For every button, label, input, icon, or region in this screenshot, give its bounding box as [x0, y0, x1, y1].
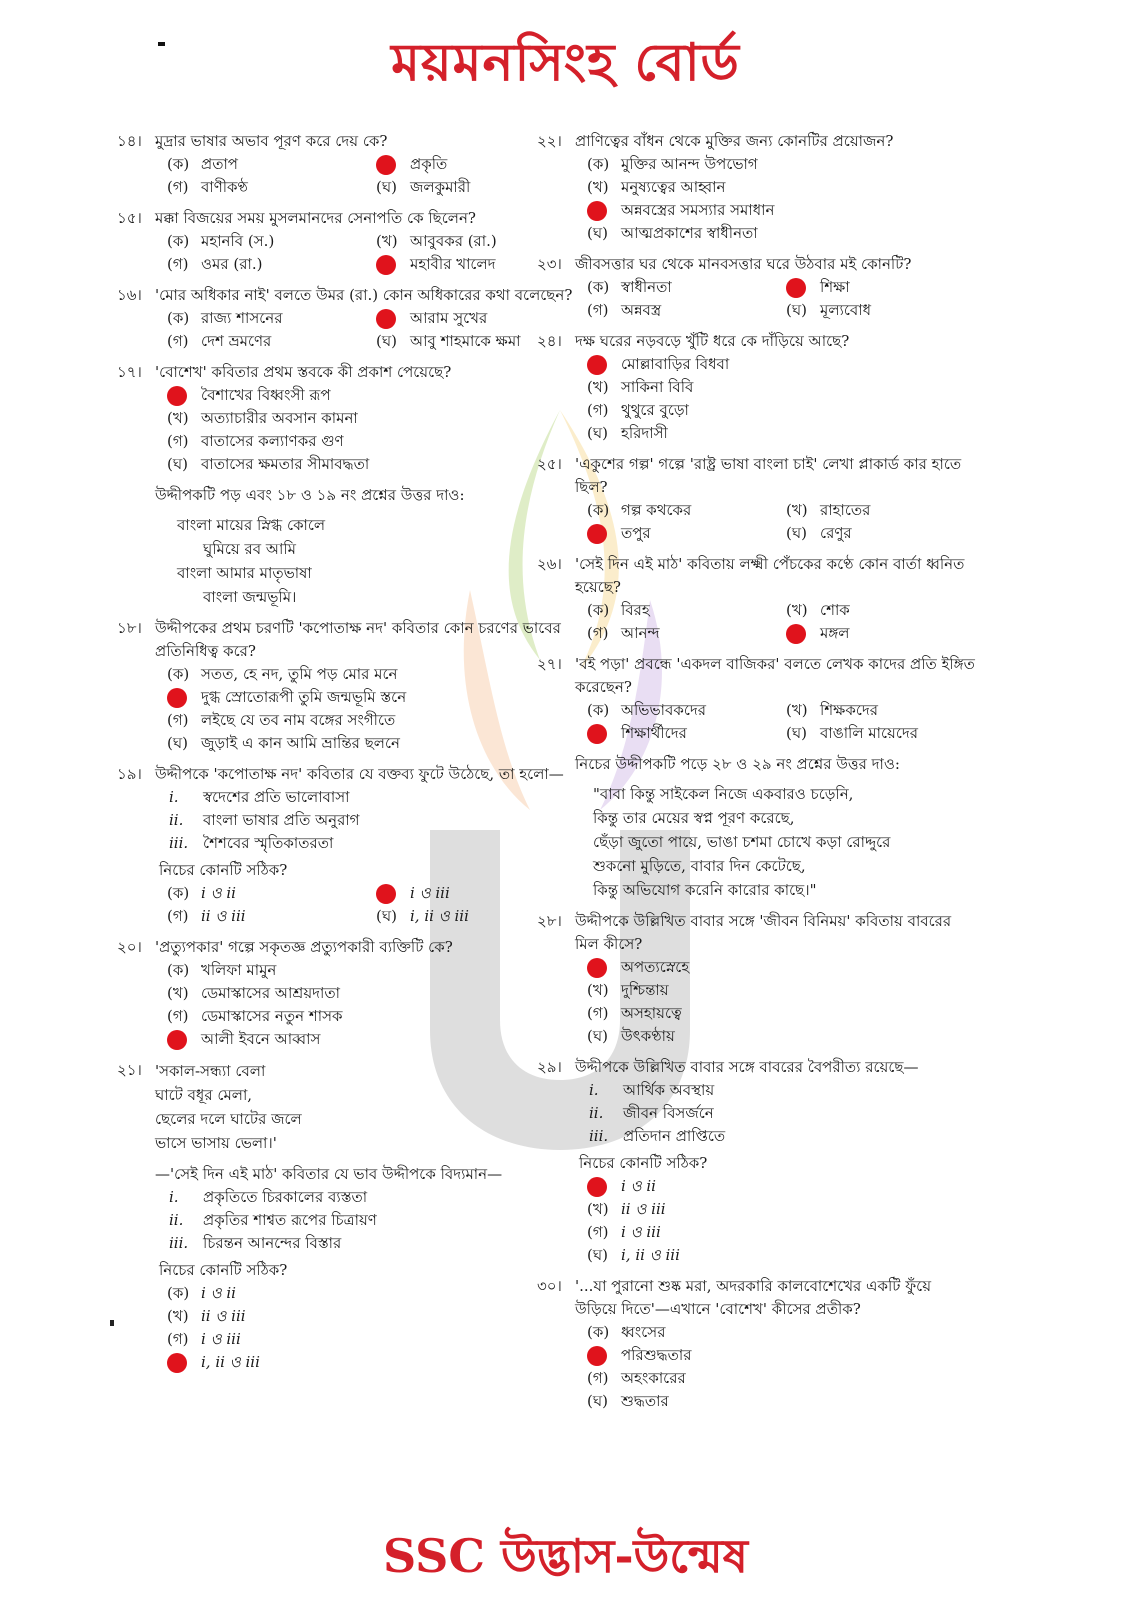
question-stem: —'সেই দিন এই মাঠ' কবিতার যে ভাব উদ্দীপকে বিদ্যমান—	[155, 1165, 503, 1183]
question-stem: প্রাণিত্বের বাঁধন থেকে মুক্তির জন্য কোনটির প্রয়োজন?	[575, 132, 894, 150]
question-30	[537, 1275, 975, 1413]
answer-marker-icon	[167, 688, 187, 708]
option: (খ) ডেমাস্কাসের আশ্রয়দাতা	[167, 984, 340, 1002]
option: (ক) বিরহ	[587, 601, 650, 619]
question-28	[537, 910, 975, 1048]
question-stem: 'বোশেখ' কবিতার প্রথম স্তবকে কী প্রকাশ পেয়েছে?	[155, 363, 452, 381]
question-stem: 'মোর অধিকার নাই' বলতে উমর (রা.) কোন অধিকারের কথা বলেছেন?	[155, 286, 573, 304]
stimulus-poem	[155, 513, 575, 609]
option: (ক) রাজ্য শাসনের	[167, 309, 283, 327]
answer-marker-icon	[376, 884, 396, 904]
options	[155, 384, 575, 476]
option: (গ) অসহায়ত্বে	[587, 1004, 682, 1022]
footer-brand: SSC উদ্ভাস-উন্মেষ	[382, 1529, 749, 1583]
option: (খ) শিক্ষকদের	[786, 701, 878, 719]
stimulus-line: "বাবা কিন্তু সাইকেল নিজে একবারও চড়েনি,	[593, 785, 854, 803]
option: (ক) গল্প কথকের	[587, 501, 692, 519]
option: (গ) ii ও iii	[167, 907, 246, 925]
option: (ক) অভিভাবকদের	[587, 701, 706, 719]
stimulus-line: ছেঁড়া জুতো পায়ে, ভাঙা চশমা চোখে কড়া রোদ্দুরে	[593, 833, 891, 851]
options	[155, 153, 575, 199]
answer-marker-icon	[587, 1177, 607, 1197]
left-column	[117, 130, 575, 1382]
option: (গ) বাতাসের কল্যাণকর গুণ	[167, 432, 344, 450]
question-stem: 'বই পড়া' প্রবন্ধে 'একদল বাজিকর' বলতে লেখক কাদের প্রতি ইঙ্গিত করেছেন?	[575, 655, 975, 696]
options	[575, 699, 975, 745]
options	[155, 959, 575, 1051]
statement: iii. চিরন্তন আনন্দের বিস্তার	[169, 1234, 342, 1252]
statement: iii. শৈশবের স্মৃতিকাতরতা	[169, 834, 334, 852]
options	[575, 1175, 975, 1267]
question-24	[537, 330, 975, 445]
question-29	[537, 1056, 975, 1267]
question-number: ২৬।	[537, 555, 562, 573]
option: (গ) ওমর (রা.)	[167, 255, 263, 273]
stimulus-line: শুকনো মুড়িতে, বাবার দিন কেটেছে,	[593, 857, 806, 875]
option: (ক) সতত, হে নদ, তুমি পড় মোর মনে	[167, 665, 398, 683]
question-14	[117, 130, 575, 199]
option-correct: দুগ্ধ স্রোতোরূপী তুমি জন্মভূমি স্তনে	[167, 686, 575, 709]
answer-marker-icon	[587, 355, 607, 375]
option: (ক) খলিফা মামুন	[167, 961, 277, 979]
option-correct: মোল্লাবাড়ির বিধবা	[587, 353, 975, 376]
quote-line: ঘাটে বধূর মেলা,	[155, 1086, 253, 1104]
question-number: ১৮।	[117, 619, 142, 637]
option: (ঘ) বাতাসের ক্ষমতার সীমাবদ্ধতা	[167, 455, 370, 473]
statement: ii. বাংলা ভাষার প্রতি অনুরাগ	[169, 811, 360, 829]
options	[575, 276, 975, 322]
question-15	[117, 207, 575, 276]
question-26	[537, 553, 975, 645]
question-number: ১৭।	[117, 363, 142, 381]
question-stem: উদ্দীপকে 'কপোতাক্ষ নদ' কবিতার যে বক্তব্য ফুটে উঠেছে, তা হলো—	[155, 765, 564, 783]
question-stem: '...যা পুরানো শুষ্ক মরা, অদরকারি কালবোশেখের একটি ফুঁয়ে উড়িয়ে দিতে'—এখানে 'বোশেখ' কীসের প্রতীক?	[575, 1277, 932, 1318]
question-19	[117, 763, 575, 928]
scan-mark	[110, 1320, 114, 1326]
question-stem: মুদ্রার ভাষার অভাব পূরণ করে দেয় কে?	[155, 132, 388, 150]
sub-question: নিচের কোনটি সঠিক?	[159, 1261, 288, 1279]
question-17	[117, 361, 575, 476]
question-number: ২৮।	[537, 912, 562, 930]
options	[575, 956, 975, 1048]
option: (গ) ডেমাস্কাসের নতুন শাসক	[167, 1007, 343, 1025]
question-number: ১৯।	[117, 765, 142, 783]
option: (গ) দেশ ভ্রমণের	[167, 332, 272, 350]
option-correct: শিক্ষা	[786, 276, 975, 299]
stimulus-instruction: উদ্দীপকটি পড় এবং ১৮ ও ১৯ নং প্রশ্নের উত্তর দাও:	[155, 486, 465, 504]
answer-marker-icon	[167, 1030, 187, 1050]
option: (গ) অহংকারের	[587, 1369, 686, 1387]
options	[155, 882, 575, 928]
options	[575, 599, 975, 645]
question-stem: 'প্রত্যুপকার' গল্পে সকৃতজ্ঞ প্রত্যুপকারী ব্যক্তিটি কে?	[155, 938, 453, 956]
answer-marker-icon	[376, 155, 396, 175]
sub-question: নিচের কোনটি সঠিক?	[579, 1154, 708, 1172]
option-correct: i, ii ও iii	[167, 1351, 575, 1374]
question-number: ২১।	[117, 1061, 142, 1079]
statement-list	[575, 1079, 975, 1148]
option-correct: আলী ইবনে আব্বাস	[167, 1028, 575, 1051]
question-16	[117, 284, 575, 353]
option: (ঘ) জলকুমারী	[376, 178, 471, 196]
option: (গ) থুথুরে বুড়ো	[587, 401, 689, 419]
board-title: ময়মনসিংহ বোর্ড	[391, 33, 740, 93]
option: (খ) দুশ্চিন্তায়	[587, 981, 669, 999]
option-correct: মহাবীর খালেদ	[376, 253, 575, 276]
question-stem: জীবসত্তার ঘর থেকে মানবসত্তার ঘরে উঠবার মই কোনটি?	[575, 255, 912, 273]
stimulus-line: ঘুমিয়ে রব আমি	[203, 540, 297, 558]
options	[155, 307, 575, 353]
stimulus-poem	[575, 782, 975, 902]
option-correct: i ও iii	[376, 882, 575, 905]
question-number: ৩০।	[537, 1277, 562, 1295]
option: (গ) অন্নবস্ত্র	[587, 301, 662, 319]
option: (ঘ) জুড়াই এ কান আমি ভ্রান্তির ছলনে	[167, 734, 400, 752]
question-stem: 'সেই দিন এই মাঠ' কবিতায় লক্ষ্মী পেঁচকের কণ্ঠে কোন বার্তা ধ্বনিত হয়েছে?	[575, 555, 965, 596]
question-number: ১৫।	[117, 209, 142, 227]
options	[155, 1282, 575, 1374]
option-correct: মঙ্গল	[786, 622, 975, 645]
option: (ঘ) আবু শাহমাকে ক্ষমা	[376, 332, 521, 350]
quote-line: ছেলের দলে ঘাটের জলে	[155, 1110, 302, 1128]
options	[575, 1321, 975, 1413]
answer-marker-icon	[167, 1353, 187, 1373]
stimulus-line: বাংলা আমার মাতৃভাষা	[177, 564, 312, 582]
question-number: ২৭।	[537, 655, 562, 673]
question-20	[117, 936, 575, 1051]
statement-list	[155, 786, 575, 855]
question-stem: উদ্দীপকের প্রথম চরণটি 'কপোতাক্ষ নদ' কবিতার কোন চরণের ভাবের প্রতিনিধিত্ব করে?	[155, 619, 561, 660]
option-correct: তপুর	[587, 522, 776, 545]
option: (ক) প্রতাপ	[167, 155, 238, 173]
statement-list	[155, 1186, 575, 1255]
option-correct: পরিশুদ্ধতার	[587, 1344, 975, 1367]
options	[155, 663, 575, 755]
right-column	[537, 130, 975, 1421]
option-correct: আরাম সুখের	[376, 307, 575, 330]
statement: ii. প্রকৃতির শাশ্বত রূপের চিত্রায়ণ	[169, 1211, 377, 1229]
options	[575, 153, 975, 245]
stimulus-line: কিন্তু তার মেয়ের স্বপ্ন পূরণ করেছে,	[593, 809, 795, 827]
option-correct: অপত্যস্নেহে	[587, 956, 975, 979]
option: (ক) ধ্বংসের	[587, 1323, 666, 1341]
statement: ii. জীবন বিসর্জনে	[589, 1104, 714, 1122]
answer-marker-icon	[587, 724, 607, 744]
option: (খ) মনুষ্যত্বের আহ্বান	[587, 178, 726, 196]
option: (ক) স্বাধীনতা	[587, 278, 672, 296]
statement: i. স্বদেশের প্রতি ভালোবাসা	[169, 788, 350, 806]
option-correct: i ও ii	[587, 1175, 975, 1198]
option: (খ) রাহাতের	[786, 501, 871, 519]
option: (ঘ) বাঙালি মায়েদের	[786, 724, 918, 742]
option: (ক) মহানবি (স.)	[167, 232, 275, 250]
statement: i. প্রকৃতিতে চিরকালের ব্যস্ততা	[169, 1188, 368, 1206]
question-number: ২০।	[117, 938, 142, 956]
answer-marker-icon	[786, 278, 806, 298]
option-correct: শিক্ষার্থীদের	[587, 722, 776, 745]
answer-marker-icon	[587, 524, 607, 544]
stimulus-line: কিন্তু অভিযোগ করেনি কারোর কাছে।"	[593, 881, 817, 899]
statement: i. আর্থিক অবস্থায়	[589, 1081, 715, 1099]
question-18	[117, 617, 575, 755]
option: (গ) লইছে যে তব নাম বঙ্গের সংগীতে	[167, 711, 396, 729]
option: (ঘ) শুদ্ধতার	[587, 1392, 669, 1410]
statement: iii. প্রতিদান প্রাপ্তিতে	[589, 1127, 726, 1145]
option: (ঘ) আত্মপ্রকাশের স্বাধীনতা	[587, 224, 758, 242]
question-23	[537, 253, 975, 322]
option-correct: প্রকৃতি	[376, 153, 575, 176]
option: (খ) শোক	[786, 601, 850, 619]
answer-marker-icon	[587, 1346, 607, 1366]
stimulus-quote	[155, 1059, 575, 1155]
option: (গ) i ও iii	[587, 1223, 661, 1241]
option: (ঘ) i, ii ও iii	[376, 907, 469, 925]
option: (ঘ) হরিদাসী	[587, 424, 668, 442]
option-correct: বৈশাখের বিধ্বংসী রূপ	[167, 384, 575, 407]
answer-marker-icon	[167, 386, 187, 406]
stimulus-instruction: নিচের উদ্দীপকটি পড়ে ২৮ ও ২৯ নং প্রশ্নের উত্তর দাও:	[575, 755, 900, 773]
answer-marker-icon	[587, 958, 607, 978]
sub-question: নিচের কোনটি সঠিক?	[159, 861, 288, 879]
option: (গ) i ও iii	[167, 1330, 241, 1348]
question-stem: উদ্দীপকে উল্লিখিত বাবার সঙ্গে বাবরের বৈপরীত্য রয়েছে—	[575, 1058, 919, 1076]
option: (ঘ) মূল্যবোধ	[786, 301, 871, 319]
question-27	[537, 653, 975, 745]
option: (খ) সাকিনা বিবি	[587, 378, 694, 396]
options	[575, 353, 975, 445]
option: (গ) আনন্দ	[587, 624, 660, 642]
answer-marker-icon	[587, 201, 607, 221]
option: (ক) মুক্তির আনন্দ উপভোগ	[587, 155, 758, 173]
option-correct: অন্নবস্ত্রের সমস্যার সমাধান	[587, 199, 975, 222]
option: (খ) ii ও iii	[167, 1307, 246, 1325]
option: (খ) অত্যাচারীর অবসান কামনা	[167, 409, 358, 427]
answer-marker-icon	[376, 309, 396, 329]
question-number: ২২।	[537, 132, 562, 150]
answer-marker-icon	[786, 624, 806, 644]
quote-line: 'সকাল-সন্ধ্যা বেলা	[155, 1062, 266, 1080]
option: (ঘ) i, ii ও iii	[587, 1246, 680, 1264]
question-number: ২৩।	[537, 255, 562, 273]
question-stem: 'একুশের গল্প' গল্পে 'রাষ্ট্র ভাষা বাংলা চাই' লেখা প্লাকার্ড কার হাতে ছিল?	[575, 455, 962, 496]
option: (ক) i ও ii	[167, 1284, 236, 1302]
stimulus-line: বাংলা জন্মভূমি।	[203, 588, 297, 606]
question-25	[537, 453, 975, 545]
question-number: ২৫।	[537, 455, 562, 473]
options	[155, 230, 575, 276]
option: (গ) বাণীকণ্ঠ	[167, 178, 248, 196]
question-stem: মক্কা বিজয়ের সময় মুসলমানদের সেনাপতি কে ছিলেন?	[155, 209, 476, 227]
question-number: ২৪।	[537, 332, 562, 350]
question-number: ১৬।	[117, 286, 142, 304]
option: (খ) ii ও iii	[587, 1200, 666, 1218]
question-number: ১৪।	[117, 132, 142, 150]
question-stem: উদ্দীপকে উল্লিখিত বাবার সঙ্গে 'জীবন বিনিময়' কবিতায় বাবরের মিল কীসে?	[575, 912, 952, 953]
option: (খ) আবুবকর (রা.)	[376, 232, 497, 250]
stimulus-line: বাংলা মায়ের স্নিগ্ধ কোলে	[177, 516, 326, 534]
question-stem: দক্ষ ঘরের নড়বড়ে খুঁটি ধরে কে দাঁড়িয়ে আছে?	[575, 332, 850, 350]
options	[575, 499, 975, 545]
quote-line: ভাসে ভাসায় ভেলা।'	[155, 1134, 277, 1152]
question-22	[537, 130, 975, 245]
question-number: ২৯।	[537, 1058, 562, 1076]
option: (ঘ) রেণুর	[786, 524, 852, 542]
question-21	[117, 1059, 575, 1374]
option: (ক) i ও ii	[167, 884, 236, 902]
option: (ঘ) উৎকণ্ঠায়	[587, 1027, 675, 1045]
answer-marker-icon	[376, 255, 396, 275]
